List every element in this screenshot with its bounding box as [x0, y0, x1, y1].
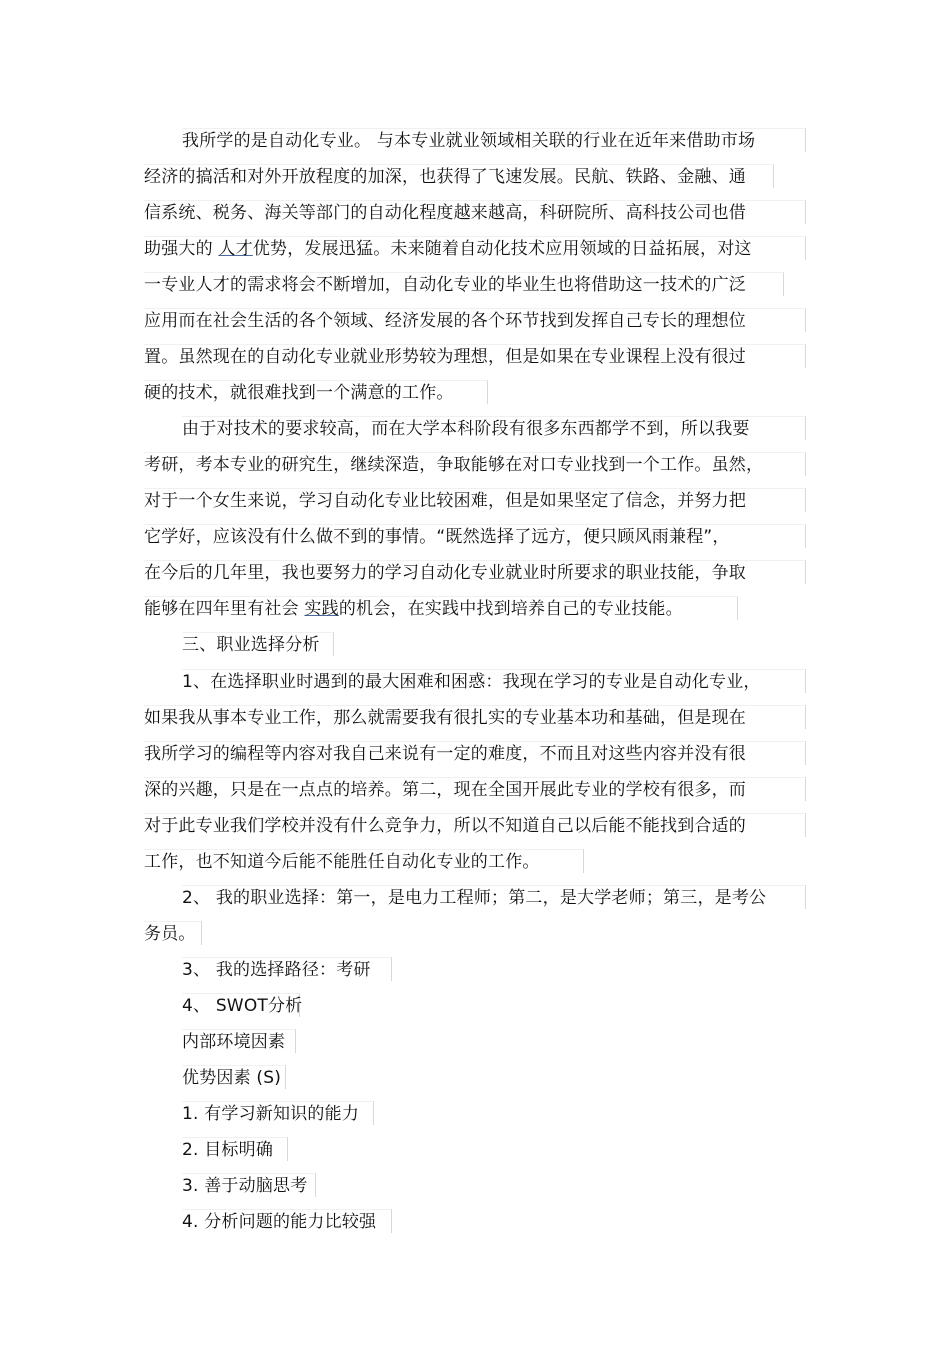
text: 1、在选择职业时遇到的最大困难和困惑：	[182, 672, 503, 692]
para1-line-8	[144, 380, 488, 404]
text: 但是如果坚定了信念，	[505, 491, 678, 511]
text: 的机会，在实践中找到培养自己的专业技能。	[338, 599, 683, 619]
para1-line-1	[182, 128, 806, 152]
item3-line	[182, 957, 392, 981]
text: 由于对技术的要求较高，	[182, 419, 372, 439]
para2-line-4	[144, 524, 806, 548]
strength-item	[182, 1173, 316, 1197]
text: 所以我要	[680, 419, 750, 439]
para1-line-7	[144, 344, 806, 368]
item1-line-6	[144, 849, 584, 873]
section3-title	[182, 632, 334, 656]
text: 4、 SWOT分析	[182, 996, 303, 1016]
text: 我也要努力的学习自动化专业就业时所要求的职业技能，	[281, 563, 712, 583]
text: 学习自动化专业比较困难，	[298, 491, 506, 511]
para2-line-6	[144, 596, 738, 620]
text: 并努力把	[677, 491, 747, 511]
text: 所以不知道自己以后能不能找到合适的	[453, 816, 747, 836]
text: 而在大学本科阶段有很多东西都学不到，	[371, 419, 681, 439]
para1-line-4	[144, 236, 806, 260]
text: 我现在学习的专业是自动化专业，	[502, 672, 761, 692]
strength-item	[182, 1137, 288, 1161]
para2-line-5	[144, 560, 806, 584]
text: 经济的搞活和对外开放程度的加深，也获得了飞速发展。民航、铁路、金融、通	[144, 167, 746, 187]
text: 考研，考本专业的研究生，	[144, 455, 351, 475]
item2-line-1	[182, 885, 806, 909]
text: 对于一个女生来说，	[144, 491, 299, 511]
text: 继续深造，争取能够在对口专业找到一个工作。	[350, 455, 712, 475]
para2-line-1	[182, 416, 806, 440]
item2-line-2	[144, 921, 202, 945]
text: 能够在四年里有社会	[144, 599, 305, 619]
text: 自动化专业的毕业生也将借助这一技术的广泛	[402, 275, 746, 295]
text: 务员。	[144, 924, 196, 944]
text: 4. 分析问题的能力比较强	[182, 1212, 377, 1232]
text: 置。虽然现在的自动化专业就业形势较为理想，	[144, 347, 506, 367]
para1-line-5	[144, 272, 784, 296]
strength-item	[182, 1101, 374, 1125]
text: ；第三，是考公	[645, 888, 767, 908]
text: 但是如果在专业课程上没有很过	[505, 347, 747, 367]
text: 信系统、税务、海关等部门的自动化程度越来越高，科研院所、高科技公司也借	[144, 203, 746, 223]
text: 1. 有学习新知识的能力	[182, 1104, 360, 1124]
text: 一专业人才的需求将会不断增加，	[144, 275, 402, 295]
item1-line-1	[182, 669, 806, 693]
text: 我所学的是自动化专业。 与本专业就业领域相关联的行业在近年来借助市场	[182, 131, 756, 151]
text: 深的兴趣，只是在一点点的培养。第二，现在全国开展此专业的学校有很多，而	[144, 780, 746, 800]
text: 工作，也不知道今后能不能胜任自动化专业的工作。	[144, 852, 540, 872]
text: 2、 我的职业选择：第一，是电力工程师	[182, 888, 492, 908]
text: 对于此专业我们学校并没有什么竞争力，	[144, 816, 454, 836]
text: 但是现在	[677, 708, 747, 728]
text: 3、 我的选择路径：考研	[182, 960, 371, 980]
para1-line-2	[144, 164, 774, 188]
text: 虽然，	[711, 455, 764, 475]
text: ；第二，是大学老师	[491, 888, 646, 908]
text: 那么就需要我有很扎实的专业基本功和基础，	[333, 708, 678, 728]
para2-line-3	[144, 488, 806, 512]
para1-line-6	[144, 308, 806, 332]
para1-line-3	[144, 200, 806, 224]
item1-line-5	[144, 813, 806, 837]
text: 不而且对这些内容并没有很	[539, 744, 747, 764]
text: 在今后的几年里，	[144, 563, 282, 583]
internal-factors-heading	[182, 1029, 296, 1053]
text: 对这	[717, 239, 752, 259]
text: 如果我从事本专业工作，	[144, 708, 334, 728]
text: 助强大的	[144, 239, 219, 259]
para2-line-2	[144, 452, 806, 476]
text: 3. 善于动脑思考	[182, 1176, 308, 1196]
keyword-talent: 人才	[218, 239, 253, 259]
text: 它学好，应该没有什么做不到的事情。“既然选择了远方，便只顾风雨兼程”，	[144, 527, 730, 547]
text: 争取	[711, 563, 747, 583]
text: 经济发展的各个环节找到发挥自己专长的理想位	[384, 311, 747, 331]
text: 我所学习的编程等内容对我自己来说有一定的难度，	[144, 744, 540, 764]
text: 2. 目标明确	[182, 1140, 274, 1160]
item1-line-2	[144, 705, 806, 729]
item4-line	[182, 993, 303, 1017]
heading: 三、职业选择分析	[182, 635, 320, 655]
text: 优势因素 (S)	[182, 1068, 282, 1088]
text: 内部环境因素	[182, 1032, 286, 1052]
text: 硬的技术，就很难找到一个满意的工作。	[144, 383, 454, 403]
keyword-practice: 实践	[304, 599, 339, 619]
item1-line-4	[144, 777, 806, 801]
text: 应用而在社会生活的各个领域、	[144, 311, 385, 331]
strengths-heading	[182, 1065, 286, 1089]
item1-line-3	[144, 741, 806, 765]
strength-item	[182, 1209, 392, 1233]
text: 优势，发展迅猛。未来随着自动化技术应用领域的日益拓展，	[252, 239, 718, 259]
